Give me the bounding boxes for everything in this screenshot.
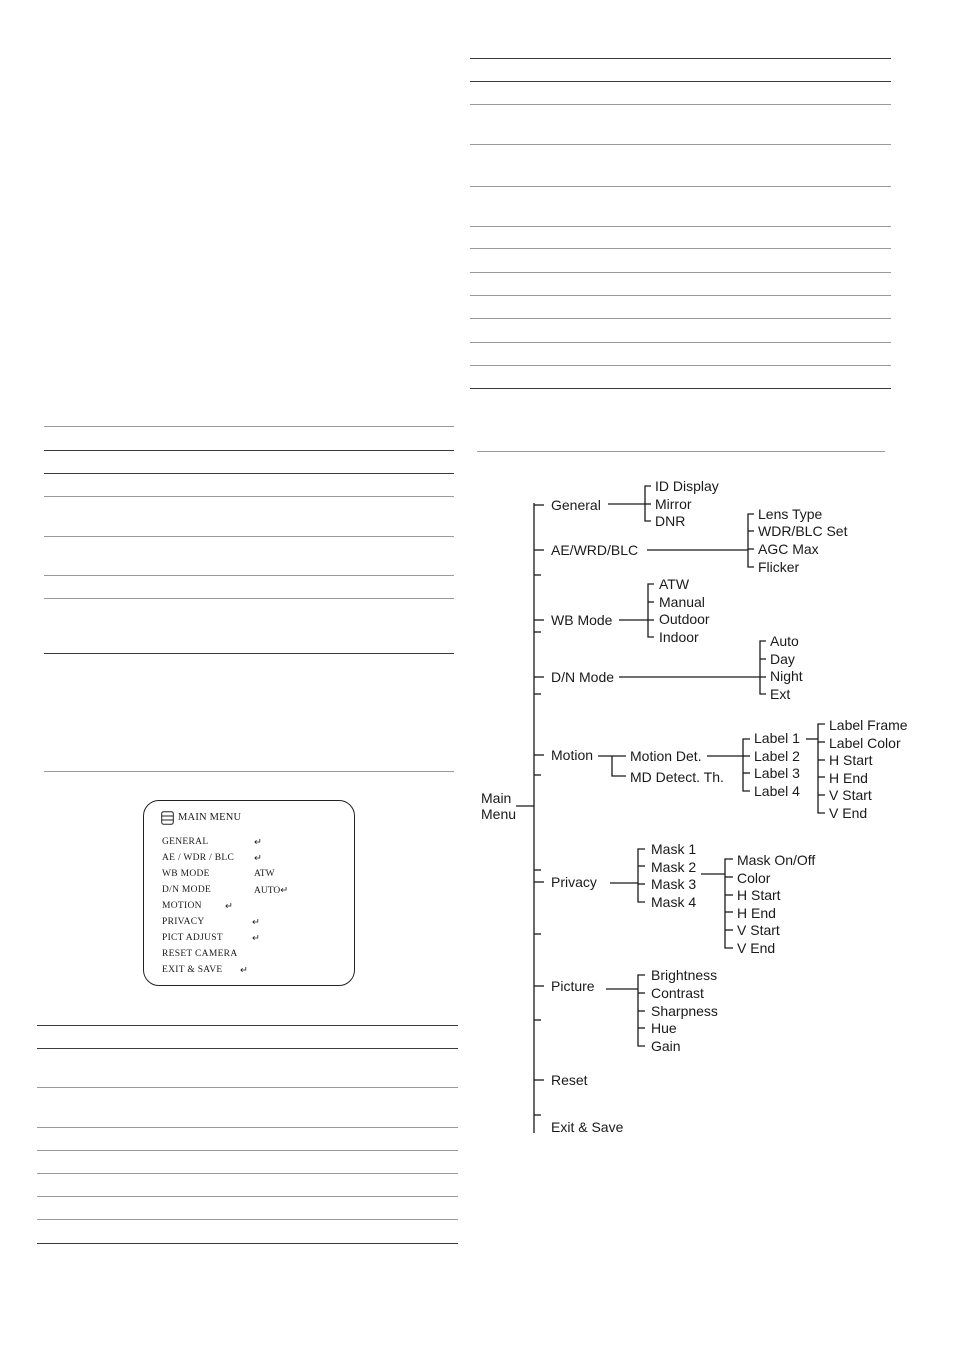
section-divider [477,451,885,452]
table-rule [44,598,454,599]
tree-mirror: Mirror [655,496,692,512]
table-rule [470,58,891,59]
tree-atw: ATW [659,576,690,592]
tree-mask-color: Color [737,870,771,886]
table-rule [44,473,454,474]
tree-picture: Picture [551,978,595,994]
table-rule [37,1127,458,1128]
table-rule [44,575,454,576]
tree-motion: Motion [551,747,594,763]
tree-hue: Hue [651,1020,677,1036]
table-rule [470,226,891,227]
tree-motion-det: Motion Det. [630,748,702,764]
table-rule [470,248,891,249]
tree-bracket [743,739,750,791]
osd-item-motion: MOTION [162,901,202,911]
table-rule [44,653,454,654]
table-rule [470,388,891,389]
table-rule [44,450,454,451]
osd-item-wb-mode: WB MODE [162,869,210,879]
tree-flicker: Flicker [758,559,800,575]
tree-label-h-start: H Start [829,752,873,768]
enter-icon: ↵ [252,934,260,944]
tree-mask-1: Mask 1 [651,841,697,857]
trunk-ticks [534,505,544,1115]
tree-label-3: Label 3 [754,765,800,781]
osd-item-exit-save: EXIT & SAVE [162,965,223,975]
osd-value-dn-mode: AUTO↵ [254,886,289,896]
table-rule [470,295,891,296]
tree-manual: Manual [659,594,705,610]
tree-label-1: Label 1 [754,730,800,746]
tree-mask-v-end: V End [737,940,776,956]
enter-icon: ↵ [240,966,248,976]
tree-root-line2: Menu [481,806,517,822]
table-rule [470,186,891,187]
osd-item-dn-mode: D/N MODE [162,885,212,895]
table-rule [470,365,891,366]
tree-dn-mode: D/N Mode [551,669,615,685]
tree-bracket [648,584,654,637]
tree-md-detect-th: MD Detect. Th. [630,769,724,785]
table-rule [37,1025,458,1026]
tree-outdoor: Outdoor [659,611,710,627]
tree-bracket [725,859,733,948]
table-rule [470,318,891,319]
main-menu-osd [143,800,355,986]
tree-mask-v-start: V Start [737,922,780,938]
tree-mask-on-off: Mask On/Off [737,852,816,868]
table-rule [470,104,891,105]
section-divider [44,426,454,427]
osd-value-wb-mode: ATW [254,869,275,879]
tree-reset: Reset [551,1072,588,1088]
tree-night: Night [770,668,803,684]
tree-brightness: Brightness [651,967,718,983]
enter-icon: ↵ [254,854,262,864]
tree-day: Day [770,651,795,667]
tree-label-frame: Label Frame [829,717,908,733]
tree-mask-4: Mask 4 [651,894,697,910]
table-rule [470,272,891,273]
tree-bracket [612,756,626,776]
tree-id-display: ID Display [655,478,719,494]
tree-wdr-blc-set: WDR/BLC Set [758,523,848,539]
tree-auto: Auto [770,633,799,649]
tree-privacy: Privacy [551,874,597,890]
tree-general: General [551,497,601,513]
section-divider [44,771,454,772]
osd-item-reset-camera: RESET CAMERA [162,949,238,959]
menu-tree-diagram [470,470,920,1135]
tree-ae-wrd-blc: AE/WRD/BLC [551,542,639,558]
tree-wb-mode: WB Mode [551,612,613,628]
enter-icon: ↵ [225,902,233,912]
table-rule [37,1243,458,1244]
tree-indoor: Indoor [659,629,699,645]
table-rule [37,1048,458,1049]
tree-contrast: Contrast [651,985,704,1001]
osd-item-pict-adjust: PICT ADJUST [162,933,223,943]
tree-mask-h-end: H End [737,905,776,921]
table-rule [37,1219,458,1220]
table-rule [37,1196,458,1197]
tree-root-line1: Main [481,790,512,806]
tree-exit-save: Exit & Save [551,1119,624,1135]
tree-mask-2: Mask 2 [651,859,697,875]
table-rule [470,81,891,82]
osd-title: MAIN MENU [178,812,242,823]
table-rule [470,342,891,343]
osd-item-privacy: PRIVACY [162,917,205,927]
tree-ext: Ext [770,686,791,702]
tree-gain: Gain [651,1038,681,1054]
tree-sharpness: Sharpness [651,1003,718,1019]
osd-item-general: GENERAL [162,837,209,847]
table-rule [37,1087,458,1088]
tree-mask-h-start: H Start [737,887,781,903]
tree-dnr: DNR [655,513,686,529]
tree-mask-3: Mask 3 [651,876,697,892]
tree-bracket [748,514,754,567]
tree-label-h-end: H End [829,770,868,786]
table-rule [44,496,454,497]
table-rule [37,1150,458,1151]
tree-label-color: Label Color [829,735,901,751]
tree-lens-type: Lens Type [758,506,823,522]
tree-label-2: Label 2 [754,748,800,764]
tree-bracket [638,849,645,902]
menu-icon [161,811,174,825]
tree-bracket [818,724,825,813]
tree-bracket [760,641,766,694]
osd-item-ae-wdr-blc: AE / WDR / BLC [162,853,235,863]
table-rule [37,1173,458,1174]
tree-label-v-start: V Start [829,787,872,803]
tree-label-v-end: V End [829,805,868,821]
table-rule [470,144,891,145]
tree-label-4: Label 4 [754,783,800,799]
enter-icon: ↵ [252,918,260,928]
enter-icon: ↵ [254,838,262,848]
tree-agc-max: AGC Max [758,541,819,557]
table-rule [44,536,454,537]
